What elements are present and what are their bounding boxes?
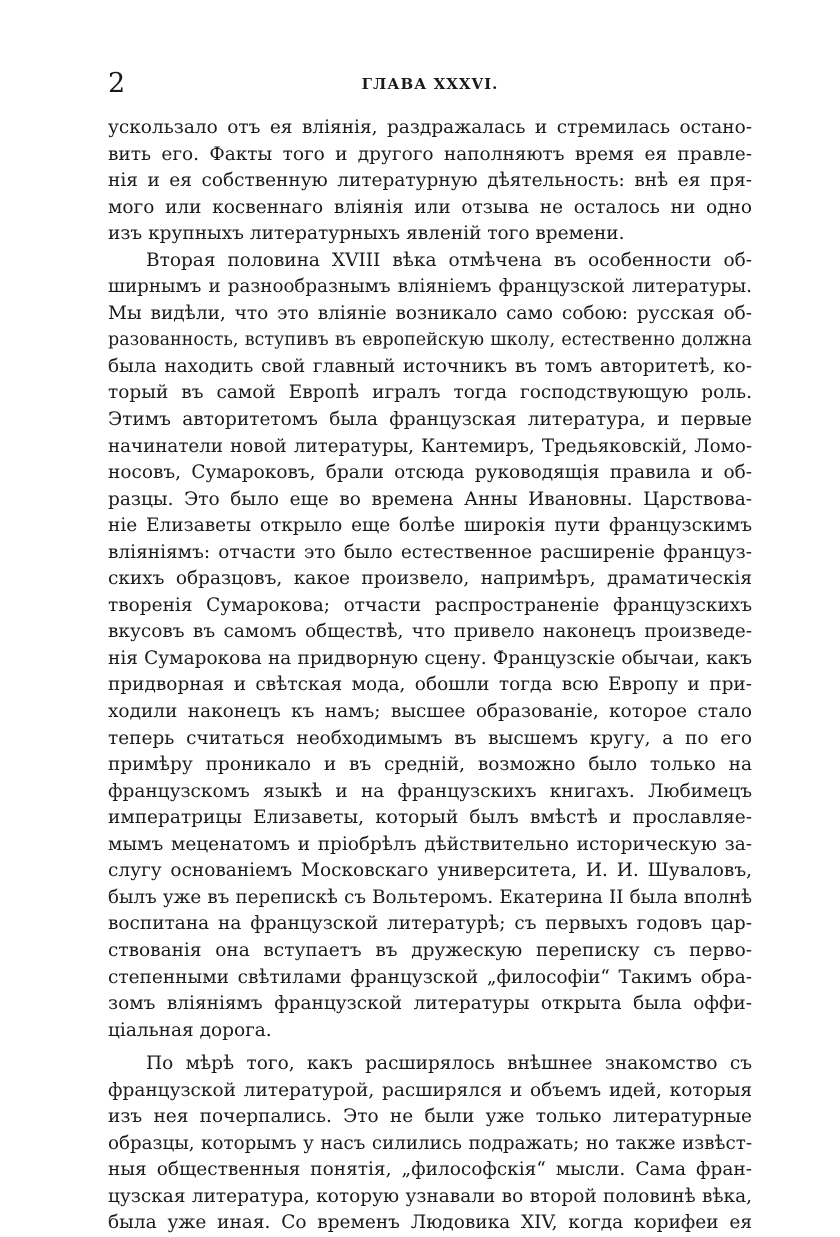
text-line: образцы, которымъ у насъ силились подражать; но также извѣст- <box>108 1132 752 1154</box>
text-line: творенія Сумарокова; отчасти распространеніе французскихъ <box>108 594 752 616</box>
text-line: ствованія она вступаетъ въ дружескую переписку съ перво- <box>108 939 752 961</box>
text-line: изъ крупныхъ литературныхъ явленій того времени. <box>108 223 625 245</box>
text-line: Этимъ авторитетомъ была французская литература, и первые <box>108 409 752 431</box>
text-line: Вторая половина XVIII вѣка отмѣчена въ особенности об- <box>146 249 752 271</box>
text-line: ніе Елизаветы открыло еще болѣе широкія пути французскимъ <box>108 515 752 537</box>
text-line: французской литературой, расширялся и объемъ идей, которыя <box>108 1079 752 1101</box>
page-number: 2 <box>108 68 126 99</box>
text-line: ускользало отъ ея вліянія, раздражалась и стремилась остано- <box>108 117 752 138</box>
paragraph-3 <box>108 1051 752 1237</box>
text-line: былъ уже въ перепискѣ съ Вольтеромъ. Екатерина II была вполнѣ <box>108 886 752 908</box>
text-line: разцы. Это было еще во времена Анны Ивановны. Царствова- <box>108 488 752 510</box>
text-line: ныя общественныя понятія, „философскія“ мысли. Сама фран- <box>108 1159 752 1181</box>
paragraph-1 <box>108 115 752 248</box>
text-line: вить его. Факты того и другого наполняютъ время ея правле- <box>108 143 752 165</box>
page-header <box>108 66 752 102</box>
text-line: теперь считаться необходимымъ въ высшемъ кругу, а по его <box>108 727 752 749</box>
text-line: придворная и свѣтская мода, обошли тогда всю Европу и при- <box>108 674 752 696</box>
text-line: разованность, вступивъ въ европейскую школу, естественно должна <box>108 330 752 351</box>
text-line: скихъ образцовъ, какое произвело, напримѣръ, драматическія <box>108 568 752 590</box>
text-line: мого или косвеннаго вліянія или отзыва не осталось ни одно <box>108 196 752 218</box>
text-line: императрицы Елизаветы, который былъ вмѣстѣ и прославляе- <box>108 807 752 829</box>
page-body <box>108 115 752 1237</box>
text-line: зомъ вліяніямъ французской литературы открыта была оффи- <box>108 993 752 1015</box>
text-line: вкусовъ въ самомъ обществѣ, что привело наконецъ произведе- <box>108 621 752 643</box>
text-line: примѣру проникало и въ средній, возможно было только на <box>108 754 752 776</box>
text-line: слугу основаніемъ Московскаго университета, И. И. Шуваловъ, <box>108 860 752 882</box>
text-line: французскомъ языкѣ и на французскихъ книгахъ. Любимецъ <box>108 780 752 802</box>
text-line: По мѣрѣ того, какъ расширялось внѣшнее знакомство съ <box>146 1053 752 1075</box>
text-line: ходили наконецъ къ намъ; высшее образованіе, которое стало <box>108 701 752 723</box>
text-line: торый въ самой Европѣ игралъ тогда господствующую роль. <box>108 382 752 404</box>
text-line: изъ нея почерпались. Это не были уже только литературные <box>108 1106 752 1128</box>
text-line: ціальная дорога. <box>108 1019 272 1041</box>
text-line: Мы видѣли, что это вліяніе возникало само собою: русская об- <box>108 302 752 324</box>
text-line: воспитана на французской литературѣ; съ первыхъ годовъ цар- <box>108 913 752 935</box>
text-line: носовъ, Сумароковъ, брали отсюда руководящія правила и об- <box>108 462 752 484</box>
text-line: мымъ меценатомъ и пріобрѣлъ дѣйствительно историческую за- <box>108 833 752 855</box>
text-line: нія Сумарокова на придворную сцену. Французскіе обычаи, какъ <box>108 647 752 669</box>
text-line: начинатели новой литературы, Кантемиръ, Тредьяковскій, Ломо- <box>108 435 752 457</box>
running-title: ГЛАВА XXXVI. <box>361 75 499 93</box>
text-line: степенными свѣтилами французской „философіи“ Такимъ обра- <box>108 966 752 988</box>
paragraph-gap <box>108 1044 752 1051</box>
text-line: была уже иная. Со временъ Людовика XIV, когда корифеи ея <box>108 1212 752 1234</box>
text-line: цузская литература, которую узнавали во второй половинѣ вѣка, <box>108 1185 752 1207</box>
text-line: вліяніямъ: отчасти это было естественное расширеніе француз- <box>108 541 752 563</box>
text-line: была находить свой главный источникъ въ томъ авторитетѣ, ко- <box>108 355 752 377</box>
text-line: нія и ея собственную литературную дѣятельность: внѣ ея пря- <box>108 170 752 192</box>
text-line: ширнымъ и разнообразнымъ вліяніемъ французской литературы. <box>108 276 752 298</box>
paragraph-2 <box>108 248 752 1044</box>
